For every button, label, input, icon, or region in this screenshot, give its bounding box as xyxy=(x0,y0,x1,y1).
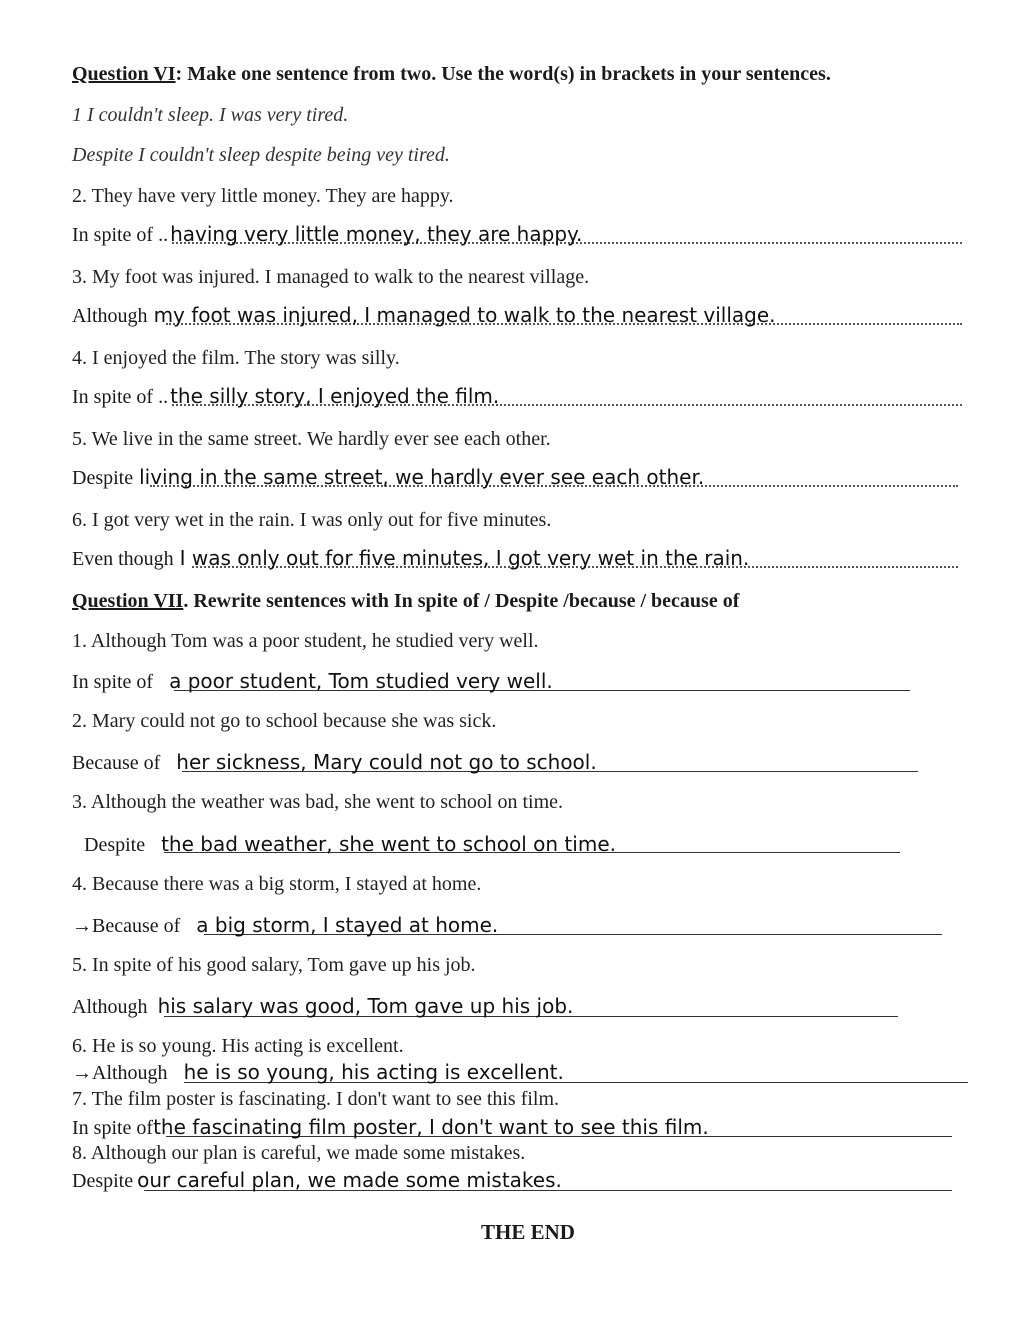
q7-item-7-answer-row xyxy=(72,1113,709,1142)
q7-item-6-answer[interactable]: he is so young, his acting is excellent. xyxy=(183,1060,564,1084)
q6-item-5-answer[interactable]: living in the same street, we hardly ever see each other. xyxy=(139,465,705,489)
q7-item-4-answer[interactable]: a big storm, I stayed at home. xyxy=(196,913,499,937)
q6-item-4-answer[interactable]: the silly story, I enjoyed the film. xyxy=(170,384,500,408)
question-vi-heading xyxy=(72,62,831,86)
q7-item-5-question: 5. In spite of his good salary, Tom gave up his job. xyxy=(72,954,476,976)
q7-item-4-prefix: →Because of xyxy=(72,915,181,937)
q7-item-1-answer[interactable]: a poor student, Tom studied very well. xyxy=(169,669,553,693)
q7-item-1-answer-row xyxy=(72,667,553,696)
q6-item-4-prefix: In spite of .. xyxy=(72,386,169,408)
q6-item-3-prefix: Although xyxy=(72,305,148,327)
q7-item-8-answer[interactable]: our careful plan, we made some mistakes. xyxy=(137,1168,562,1192)
q7-item-2-prefix: Because of xyxy=(72,752,161,774)
q7-item-8-prefix: Despite xyxy=(72,1170,134,1192)
q7-item-4-answer-row xyxy=(72,911,498,940)
q6-item-6-answer-row xyxy=(72,544,749,573)
q6-item-3-question: 3. My foot was injured. I managed to walk to the nearest village. xyxy=(72,266,590,288)
q6-item-5-prefix: Despite xyxy=(72,467,134,489)
q7-item-6-answer-row xyxy=(72,1058,564,1087)
q6-item-2-question: 2. They have very little money. They are happy. xyxy=(72,185,454,207)
q7-item-5-answer[interactable]: his salary was good, Tom gave up his job. xyxy=(157,994,574,1018)
q6-item-4-answer-row xyxy=(72,382,499,411)
q7-item-7-prefix: In spite of xyxy=(72,1117,154,1139)
q7-item-8-answer-row xyxy=(72,1166,562,1195)
question-vii-heading xyxy=(72,589,739,613)
q7-item-5-prefix: Although xyxy=(72,996,148,1018)
q7-item-5-answer-row xyxy=(72,992,573,1021)
question-vii-label: Question VII xyxy=(72,590,184,612)
q7-item-6-prefix: →Although xyxy=(72,1062,168,1084)
q7-item-8-question: 8. Although our plan is careful, we made some mistakes. xyxy=(72,1142,526,1164)
q7-item-2-answer-row xyxy=(72,748,597,777)
question-vi-instruction: : Make one sentence from two. Use the word(s) in brackets in your sentences. xyxy=(175,63,831,85)
q7-item-1-prefix: In spite of xyxy=(72,671,154,693)
q7-item-3-prefix: Despite xyxy=(84,834,146,856)
q6-item-2-prefix: In spite of .. xyxy=(72,224,169,246)
question-vii-instruction: . Rewrite sentences with In spite of / Despite /because / because of xyxy=(183,590,740,612)
q7-item-2-answer[interactable]: her sickness, Mary could not go to school. xyxy=(176,750,597,774)
q7-item-2-question: 2. Mary could not go to school because she was sick. xyxy=(72,710,497,732)
example-answer: Despite I couldn't sleep despite being vey tired. xyxy=(72,144,450,166)
q6-item-5-answer-row xyxy=(72,463,704,492)
q6-item-6-prefix: Even though xyxy=(72,548,174,570)
the-end-text: THE END xyxy=(481,1220,575,1244)
q7-item-7-question: 7. The film poster is fascinating. I don't want to see this film. xyxy=(72,1088,560,1110)
q6-item-2-answer-row xyxy=(72,220,582,249)
example-question: 1 I couldn't sleep. I was very tired. xyxy=(72,104,349,126)
q7-item-3-answer-row xyxy=(84,830,616,859)
q6-item-2-answer[interactable]: having very little money, they are happy. xyxy=(170,222,583,246)
q7-item-7-answer[interactable]: the fascinating film poster, I don't want to see this film. xyxy=(153,1115,709,1139)
q7-item-3-question: 3. Although the weather was bad, she went to school on time. xyxy=(72,791,564,813)
q6-item-6-answer[interactable]: I was only out for five minutes, I got very wet in the rain. xyxy=(179,546,750,570)
q7-item-1-question: 1. Although Tom was a poor student, he studied very well. xyxy=(72,630,539,652)
q6-item-4-question: 4. I enjoyed the film. The story was silly. xyxy=(72,347,400,369)
q6-item-3-answer[interactable]: my foot was injured, I managed to walk to the nearest village. xyxy=(153,303,776,327)
question-vi-label: Question VI xyxy=(72,63,176,85)
q6-item-5-question: 5. We live in the same street. We hardly ever see each other. xyxy=(72,428,551,450)
q7-item-4-question: 4. Because there was a big storm, I stayed at home. xyxy=(72,873,482,895)
q7-item-3-answer[interactable]: the bad weather, she went to school on time. xyxy=(161,832,616,856)
q6-item-3-answer-row xyxy=(72,301,776,330)
q7-item-6-question: 6. He is so young. His acting is excellent. xyxy=(72,1035,404,1057)
q6-item-6-question: 6. I got very wet in the rain. I was only out for five minutes. xyxy=(72,509,552,531)
